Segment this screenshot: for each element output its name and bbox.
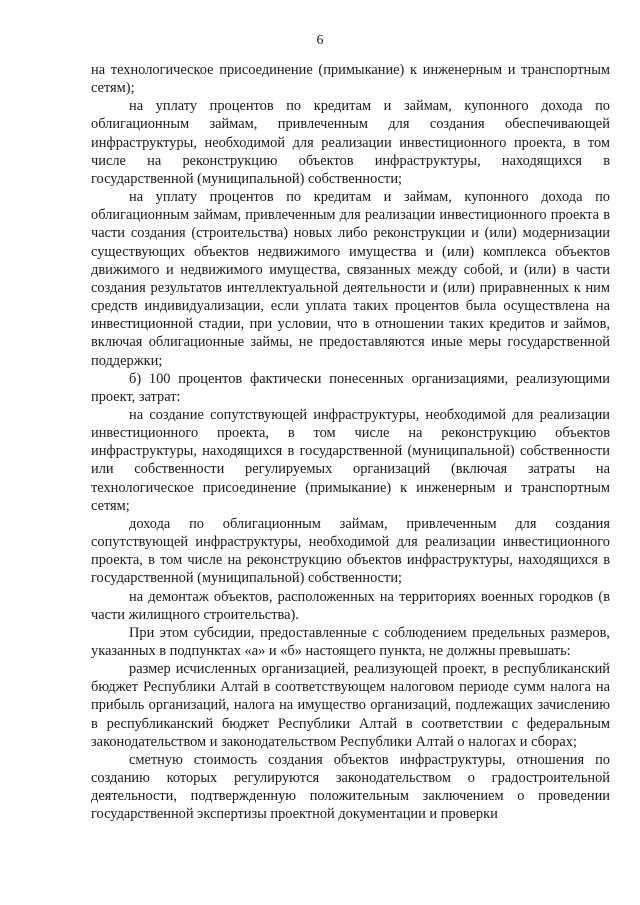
paragraph-4: б) 100 процентов фактически понесенных организациями, реализующими проект, затрат:	[91, 370, 610, 405]
paragraph-6: дохода по облигационным займам, привлеченным для создания сопутствующей инфраструктуры, необходимой для реализации инвестиционного проекта, в том числе на реконструкцию объектов инфраструктуры, находящихся в государственной (муниципальной) собственности;	[91, 515, 610, 587]
paragraph-9: размер исчисленных организацией, реализующей проект, в республиканский бюджет Республики Алтай в соответствующем налоговом периоде сумм налога на прибыль организаций, налога на имущество организаций, подлежащих зачислению в республиканский бюджет Республики Алтай в соответствии с федеральным законодательством и законодательством Республики Алтай о налогах и сборах;	[91, 661, 610, 750]
paragraph-7: на демонтаж объектов, расположенных на территориях военных городков (в части жилищного строительства).	[91, 588, 610, 623]
paragraph-2: на уплату процентов по кредитам и займам, купонного дохода по облигационным займам, привлеченным для создания обеспечивающей инфраструктуры, необходимой для реализации инвестиционного проекта, в том числе на реконструкцию объектов инфраструктуры, находящихся в государственной (муниципальной) собственности;	[91, 98, 610, 187]
paragraph-1: на технологическое присоединение (примыкание) к инженерным и транспортным сетям);	[91, 62, 610, 97]
paragraph-5: на создание сопутствующей инфраструктуры, необходимой для реализации инвестиционного проекта, в том числе на реконструкцию объектов инфраструктуры, находящихся в государственной (муниципальной) собственности или собственности регулируемых организаций (включая затраты на технологическое присоединение (примыкание) к инженерным и транспортным сетям;	[91, 406, 610, 514]
page-number: 6	[316, 32, 324, 47]
paragraph-8: При этом субсидии, предоставленные с соблюдением предельных размеров, указанных в подпунктах «а» и «б» настоящего пункта, не должны превышать:	[91, 624, 610, 659]
document-body	[91, 61, 610, 824]
paragraph-3: на уплату процентов по кредитам и займам, купонного дохода по облигационным займам, привлеченным для реализации инвестиционного проекта в части создания (строительства) новых либо реконструкции и (или) модернизации существующих объектов недвижимого имущества и (или) комплекса объектов движимого и недвижимого имущества, связанных между собой, и (или) в части создания результатов интеллектуальной деятельности и (или) приравненных к ним средств индивидуализации, если уплата таких процентов была осуществлена на инвестиционной стадии, при условии, что в отношении таких кредитов и займов, включая облигационные займы, не предоставляются иные меры государственной поддержки;	[91, 189, 610, 369]
paragraph-10: сметную стоимость создания объектов инфраструктуры, отношения по созданию которых регулируются законодательством о градостроительной деятельности, подтвержденную положительным заключением о проведении государственной экспертизы проектной документации и проверки	[91, 751, 610, 823]
